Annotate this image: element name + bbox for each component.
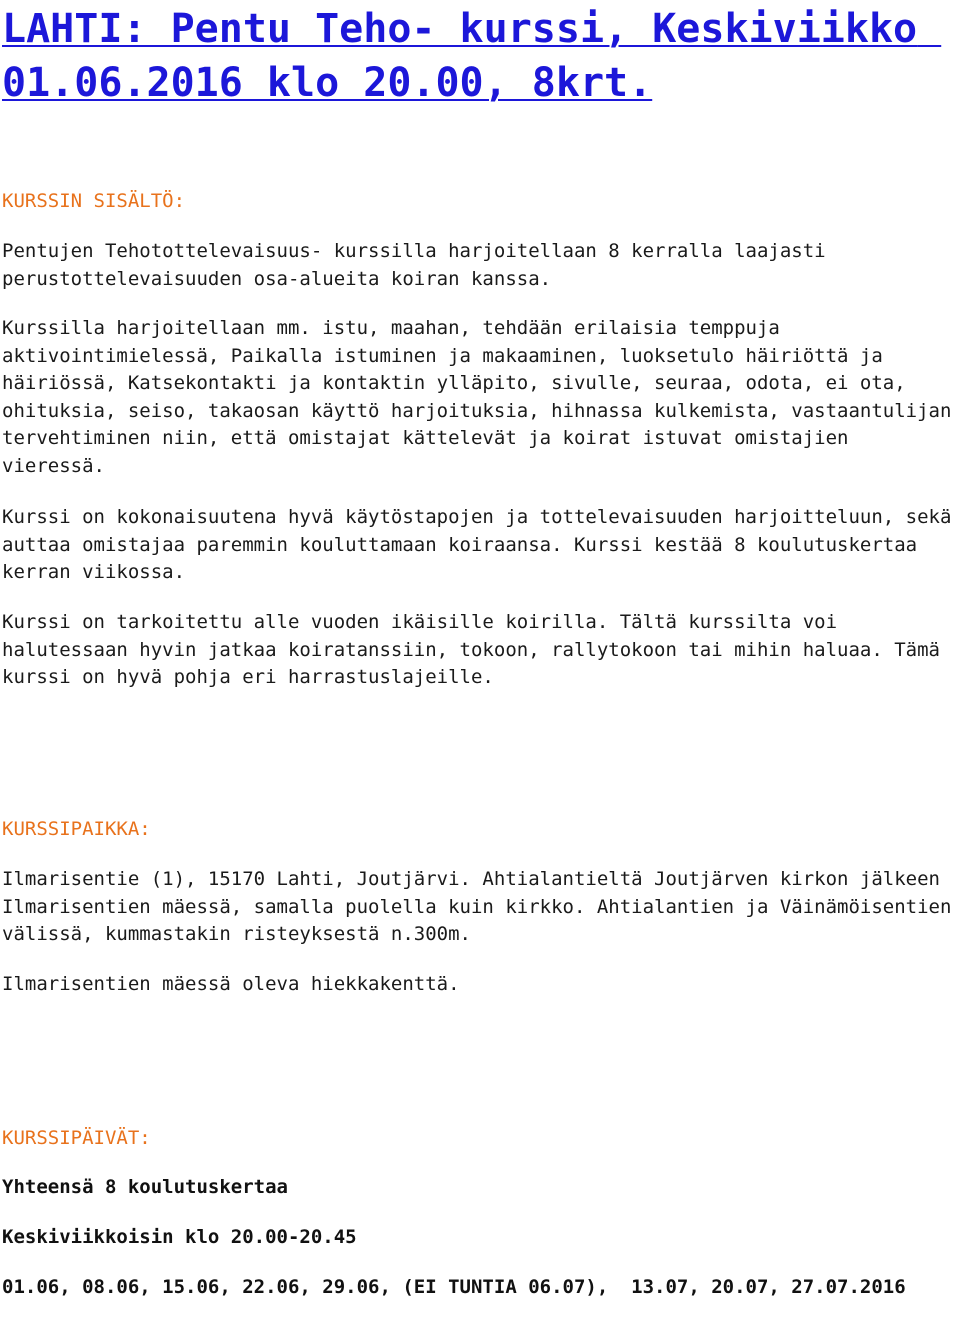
total-sessions-text: Yhteensä 8 koulutuskertaa — [2, 1176, 288, 1198]
course-audience-paragraph: Kurssi on tarkoitettu alle vuoden ikäisille koirilla. Tältä kurssilta voi halutessaan hyvin jatkaa koiratanssiin, tokoon, rallytokoon tai mihin haluaa. Tämä kurssi on hyvä pohja eri harrastuslajeille. — [2, 611, 940, 689]
course-summary-paragraph: Kurssi on kokonaisuutena hyvä käytöstapojen ja tottelevaisuuden harjoitteluun, sekä auttaa omistajaa paremmin kouluttamaan koiraansa. Kurssi kestää 8 koulutuskertaa kerran viikossa. — [2, 506, 952, 584]
session-dates-text: 01.06, 08.06, 15.06, 22.06, 29.06, (EI TUNTIA 06.07), 13.07, 20.07, 27.07.2016 — [2, 1276, 906, 1298]
page-title[interactable]: LAHTI: Pentu Teho- kurssi, Keskiviikko 01.06.2016 klo 20.00, 8krt. — [2, 6, 942, 106]
location-heading: KURSSIPAIKKA: — [2, 818, 151, 840]
course-intro-paragraph: Pentujen Tehotottelevaisuus- kurssilla harjoitellaan 8 kerralla laajasti perustottelevaisuuden osa-alueita koiran kanssa. — [2, 240, 826, 290]
session-time-text: Keskiviikkoisin klo 20.00-20.45 — [2, 1226, 357, 1248]
course-content-heading: KURSSIN SISÄLTÖ: — [2, 190, 186, 212]
dates-heading: KURSSIPÄIVÄT: — [2, 1127, 151, 1149]
course-exercises-paragraph: Kurssilla harjoitellaan mm. istu, maahan, tehdään erilaisia temppuja aktivointimielessä, Paikalla istuminen ja makaaminen, luoksetulo häiriöttä ja häiriössä, Katsekontakti ja kontaktin ylläpito, sivulle, seuraa, odota, ei ota, ohituksia, seiso, takaosan käyttö harjoituksia, hihnassa kulkemista, vastaantulijan tervehtiminen niin, että omistajat kättelevät ja koirat istuvat omistajien vieressä. — [2, 317, 952, 477]
location-directions-paragraph: Ilmarisentie (1), 15170 Lahti, Joutjärvi. Ahtialantieltä Joutjärven kirkon jälkeen Ilmarisentien mäessä, samalla puolella kuin kirkko. Ahtialantien ja Väinämöisentien välissä, kummastakin risteyksestä n.300m. — [2, 868, 952, 946]
location-field-paragraph: Ilmarisentien mäessä oleva hiekkakenttä. — [2, 973, 460, 995]
